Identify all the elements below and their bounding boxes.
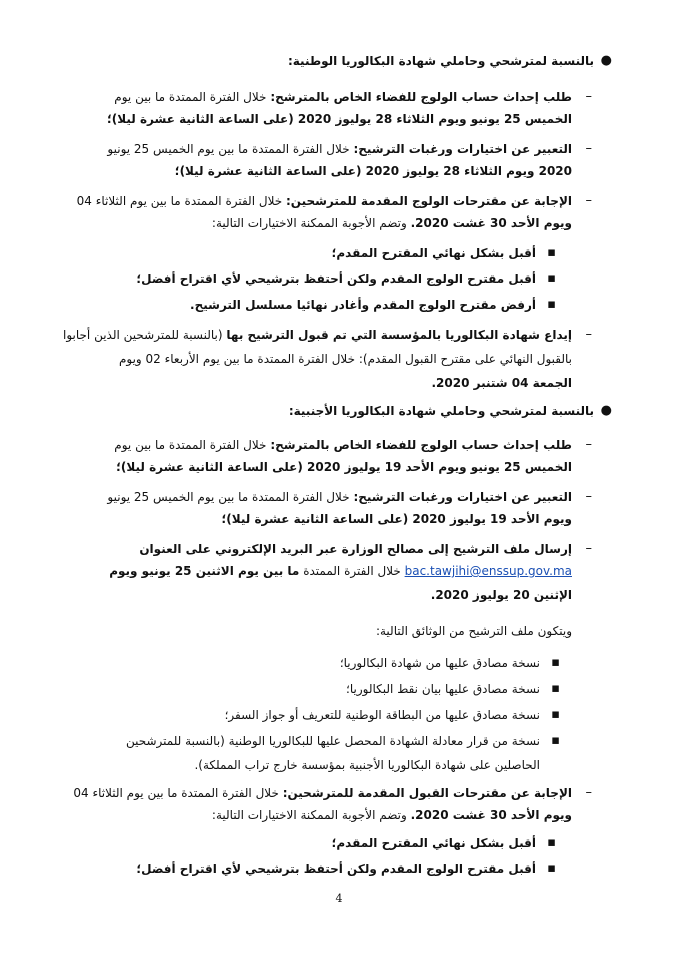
- bullet-icon: ●: [600, 53, 612, 68]
- s1-option-3: أرفض مقترح الولوج المقدم وأغادر نهائيا مسلسل الترشيح.: [190, 298, 536, 312]
- dash-icon: –: [585, 327, 592, 342]
- s1-item4-line1: إيداع شهادة البكالوريا بالمؤسسة التي تم قبول الترشيح بها (بالنسبة للمترشحين الذين أجابوا: [62, 328, 572, 342]
- s2-option-2: أقبل مقترح الولوج المقدم ولكن أحتفظ بترشيحي لأي اقتراح أفضل؛: [136, 862, 536, 876]
- s2-option-1: أقبل بشكل نهائي المقترح المقدم؛: [331, 836, 536, 850]
- doc-item-4-cont: الحاصلين على شهادة البكالوريا الأجنبية بمؤسسة خارج تراب المملكة).: [194, 758, 540, 772]
- bullet-icon: ●: [600, 403, 612, 418]
- s2-item4-line1: الإجابة عن مقترحات القبول المقدمة للمترشحين: خلال الفترة الممتدة ما بين يوم الثلاثاء 04: [73, 786, 572, 800]
- docs-intro: ويتكون ملف الترشيح من الوثائق التالية:: [375, 624, 572, 638]
- s2-item3-line3: الإثنين 20 يوليوز 2020.: [430, 588, 572, 602]
- doc-item-3: نسخة مصادق عليها من البطاقة الوطنية للتعريف أو جواز السفر؛: [224, 708, 540, 722]
- square-bullet-icon: ▪: [547, 861, 556, 876]
- square-bullet-icon: ▪: [551, 707, 560, 722]
- doc-item-1: نسخة مصادق عليها من شهادة البكالوريا؛: [339, 656, 540, 670]
- square-bullet-icon: ▪: [547, 835, 556, 850]
- square-bullet-icon: ▪: [551, 681, 560, 696]
- dash-icon: –: [585, 541, 592, 556]
- doc-item-4: نسخة من قرار معادلة الشهادة المحصل عليها للبكالوريا الوطنية (بالنسبة للمترشحين: [125, 734, 540, 748]
- dash-icon: –: [585, 141, 592, 156]
- s2-item2-line1: التعبير عن اختيارات ورغبات الترشيح: خلال الفترة الممتدة ما بين يوم الخميس 25 يونيو: [107, 490, 572, 504]
- s1-item1-line1: طلب إحداث حساب الولوج للفضاء الخاص بالمترشح: خلال الفترة الممتدة ما بين يوم: [114, 90, 572, 104]
- s2-item3-line2: bac.tawjihi@enssup.gov.ma خلال الفترة الممتدة ما بين يوم الاثنين 25 يونيو ويوم: [109, 564, 572, 578]
- s2-item3-line1: إرسال ملف الترشيح إلى مصالح الوزارة عبر البريد الإلكتروني على العنوان: [139, 542, 572, 556]
- s1-item2-line2: 2020 ويوم الثلاثاء 28 يوليوز 2020 (على الساعة الثانية عشرة ليلا)؛: [174, 164, 572, 178]
- s1-item3-line1: الإجابة عن مقترحات الولوج المقدمة للمترشحين: خلال الفترة الممتدة ما بين يوم الثلاثاء 04: [76, 194, 572, 208]
- s1-option-1: أقبل بشكل نهائي المقترح المقدم؛: [331, 246, 536, 260]
- square-bullet-icon: ▪: [551, 655, 560, 670]
- s1-item3-line2: ويوم الأحد 30 غشت 2020. وتضم الأجوبة الممكنة الاختيارات التالية:: [211, 216, 572, 230]
- square-bullet-icon: ▪: [547, 271, 556, 286]
- square-bullet-icon: ▪: [547, 297, 556, 312]
- s1-item1-line2: الخميس 25 يونيو ويوم الثلاثاء 28 يوليوز 2020 (على الساعة الثانية عشرة ليلا)؛: [106, 112, 572, 126]
- dash-icon: –: [585, 193, 592, 208]
- dash-icon: –: [585, 489, 592, 504]
- s2-item1-line1: طلب إحداث حساب الولوج للفضاء الخاص بالمترشح: خلال الفترة الممتدة ما بين يوم: [114, 438, 572, 452]
- s1-item4-line3: الجمعة 04 شتنبر 2020.: [431, 376, 572, 390]
- dash-icon: –: [585, 437, 592, 452]
- square-bullet-icon: ▪: [551, 733, 560, 748]
- section1-heading: بالنسبة لمترشحي وحاملي شهادة البكالوريا الوطنية:: [287, 54, 594, 68]
- s2-item4-line2: ويوم الأحد 30 غشت 2020. وتضم الأجوبة الممكنة الاختيارات التالية:: [211, 808, 572, 822]
- email-link[interactable]: bac.tawjihi@enssup.gov.ma: [404, 564, 572, 578]
- square-bullet-icon: ▪: [547, 245, 556, 260]
- dash-icon: –: [585, 89, 592, 104]
- s2-item1-line2: الخميس 25 يونيو ويوم الأحد 19 يوليوز 2020 (على الساعة الثانية عشرة ليلا)؛: [116, 460, 572, 474]
- section2-heading: بالنسبة لمترشحي وحاملي شهادة البكالوريا الأجنبية:: [288, 404, 594, 418]
- s1-option-2: أقبل مقترح الولوج المقدم ولكن أحتفظ بترشيحي لأي اقتراح أفضل؛: [136, 272, 536, 286]
- s1-item4-line2: بالقبول النهائي على مقترح القبول المقدم): خلال الفترة الممتدة ما بين يوم الأربعاء 02 ويوم: [118, 352, 572, 366]
- page-number: 4: [335, 892, 343, 905]
- doc-item-2: نسخة مصادق عليها بيان نقط البكالوريا؛: [346, 682, 540, 696]
- s1-item2-line1: التعبير عن اختيارات ورغبات الترشيح: خلال الفترة الممتدة ما بين يوم الخميس 25 يونيو: [107, 142, 572, 156]
- s2-item2-line2: ويوم الأحد 19 يوليوز 2020 (على الساعة الثانية عشرة ليلا)؛: [221, 512, 572, 526]
- dash-icon: –: [585, 785, 592, 800]
